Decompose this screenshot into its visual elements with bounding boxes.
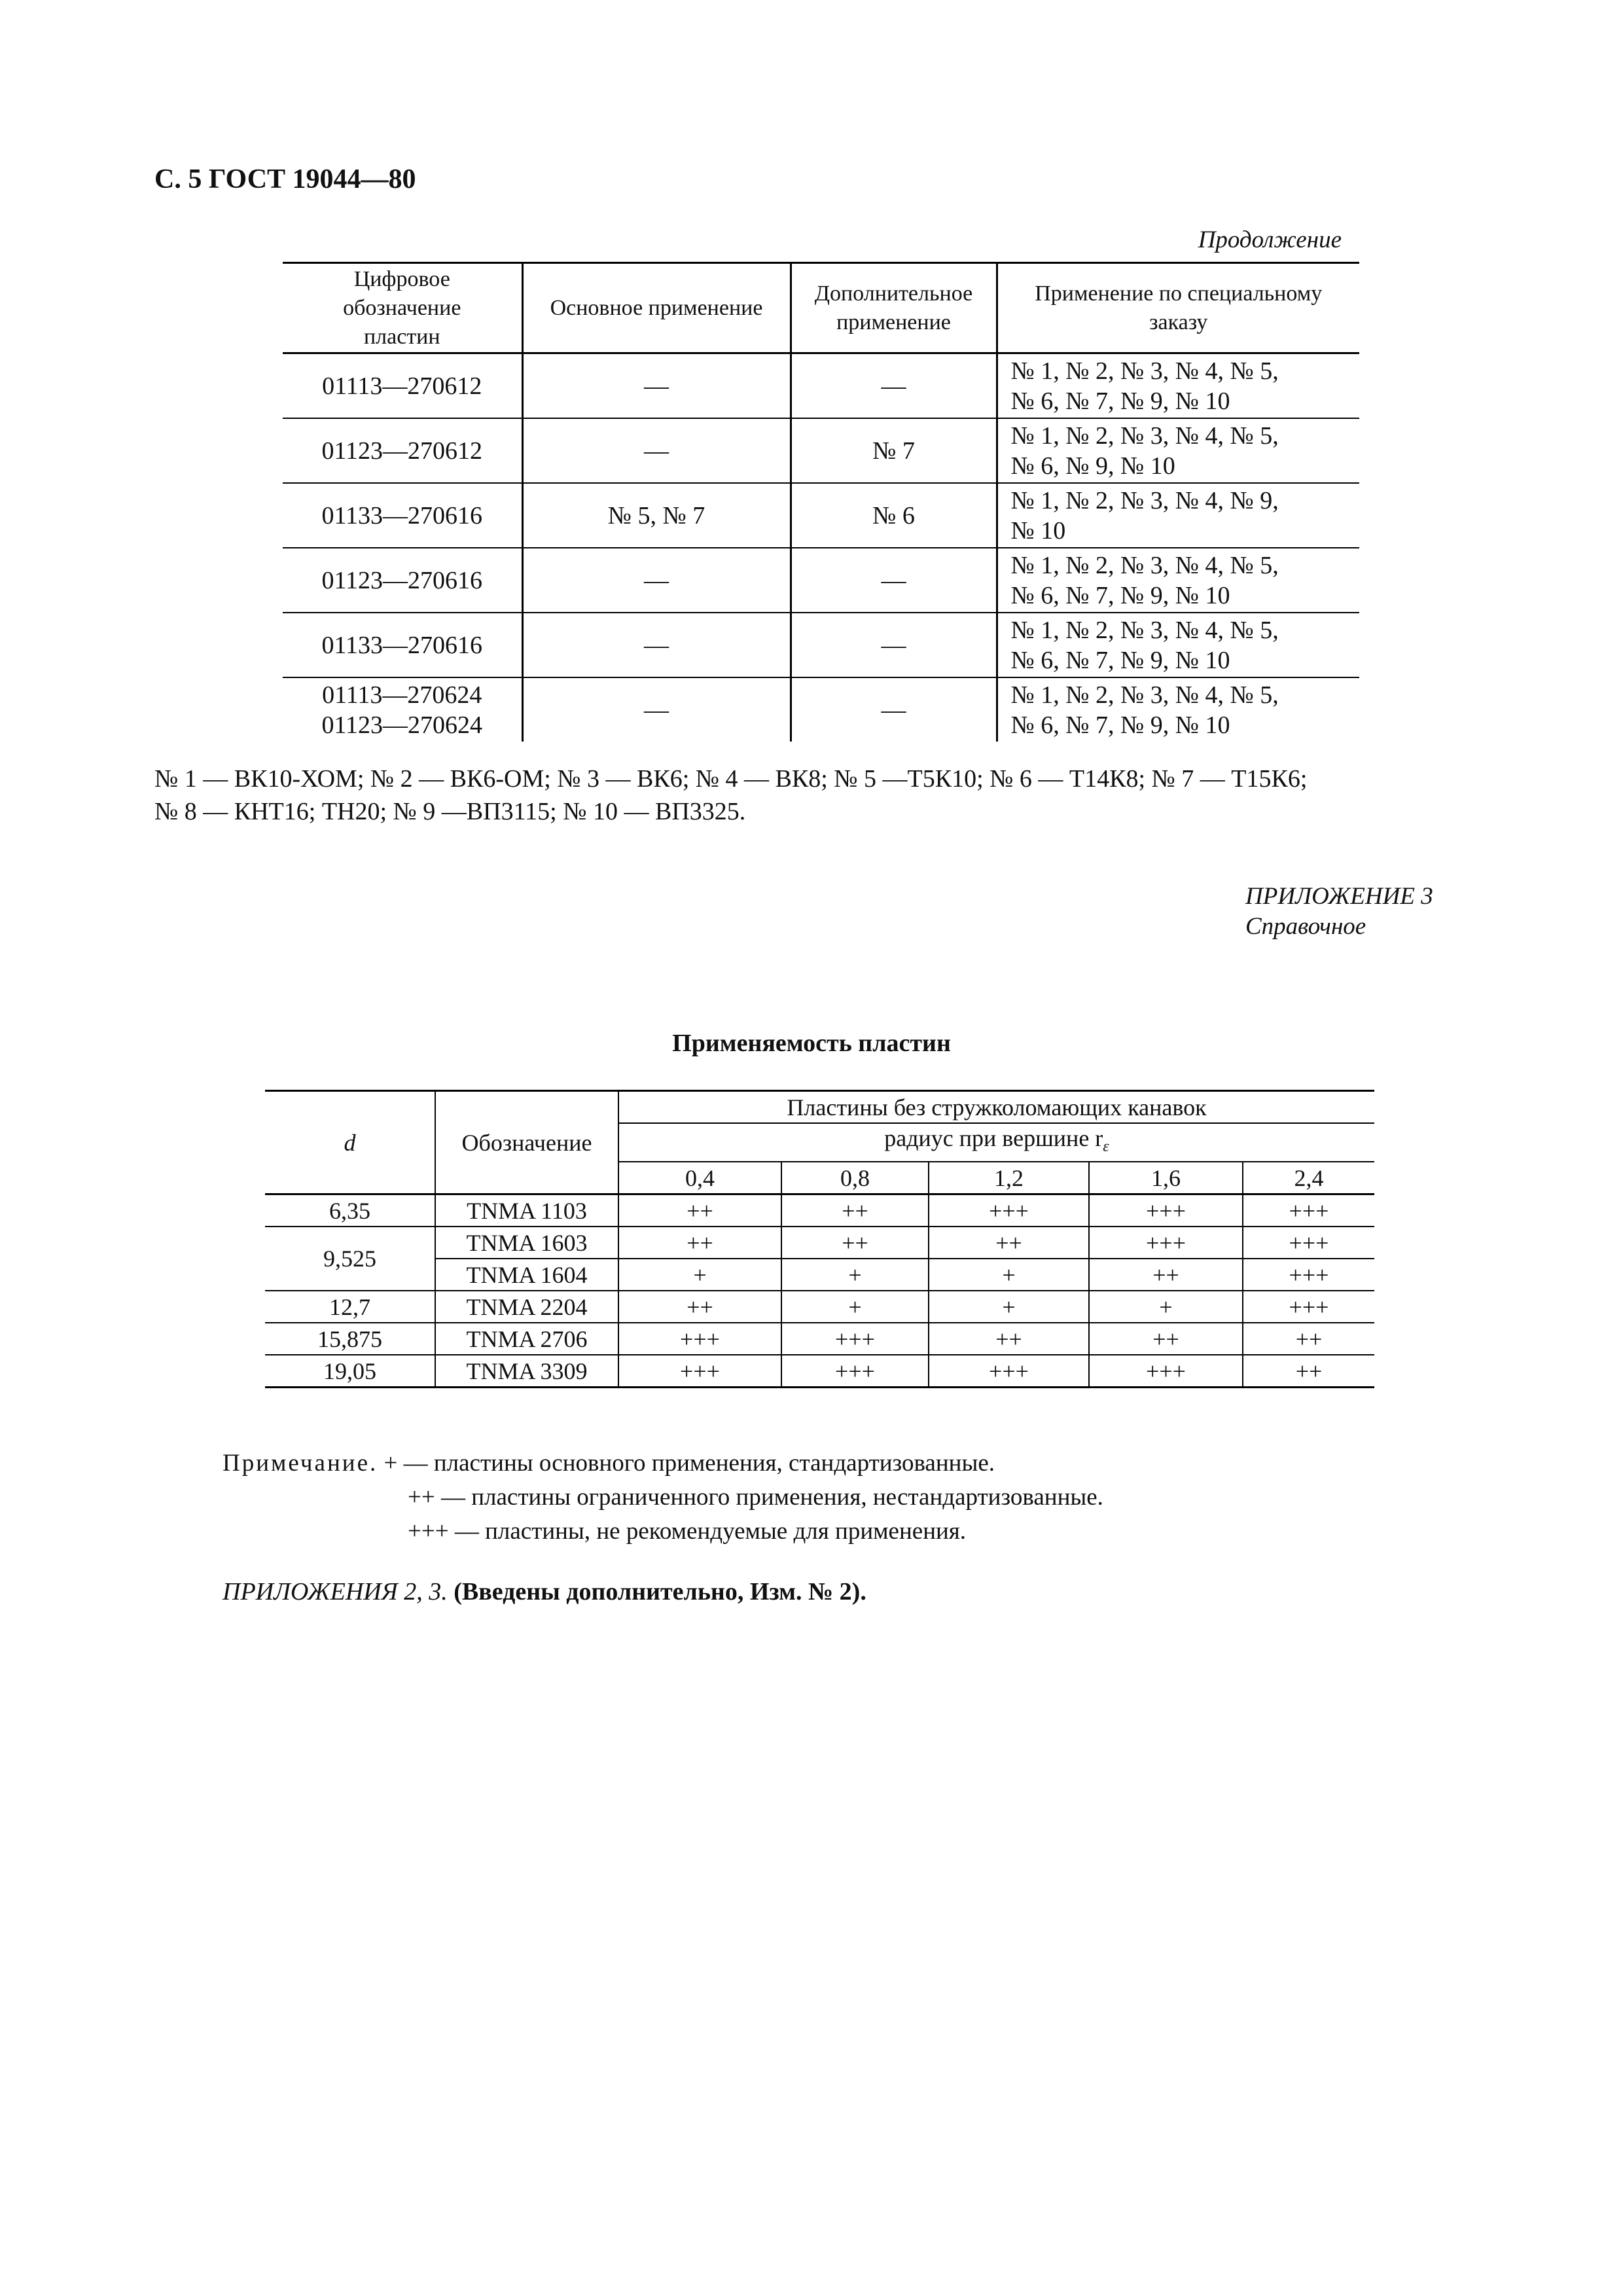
special-line: № 1, № 2, № 3, № 4, № 5, <box>1010 357 1279 385</box>
special-line: № 1, № 2, № 3, № 4, № 5, <box>1010 422 1279 450</box>
header-main: Основное применение <box>522 263 791 353</box>
note-line: ++ — пластины ограниченного применения, нестандартизованные. <box>408 1484 1103 1511</box>
table-row <box>283 418 1359 483</box>
note-block <box>223 1446 1103 1549</box>
designation-cell: TNMA 3309 <box>435 1355 618 1388</box>
table-row <box>265 1291 1374 1323</box>
value-cell: + <box>781 1291 929 1323</box>
table-row <box>283 613 1359 677</box>
legend-line: № 8 — КНТ16; ТН20; № 9 —ВП3115; № 10 — ВП3325. <box>154 798 746 825</box>
code-cell <box>283 677 522 742</box>
special-cell <box>997 418 1359 483</box>
code-cell: 01133—270616 <box>283 483 522 548</box>
special-line: № 6, № 7, № 9, № 10 <box>1010 646 1230 674</box>
radius-value: 1,2 <box>929 1162 1089 1194</box>
main-cell: — <box>522 613 791 677</box>
designation-cell: TNMA 2204 <box>435 1291 618 1323</box>
d-cell: 6,35 <box>265 1194 435 1227</box>
table-row <box>265 1323 1374 1355</box>
extra-cell: — <box>791 548 997 613</box>
value-cell: +++ <box>781 1323 929 1355</box>
special-cell <box>997 613 1359 677</box>
value-cell: +++ <box>1089 1355 1243 1388</box>
value-cell: ++ <box>1089 1323 1243 1355</box>
main-cell: — <box>522 353 791 419</box>
appendix-type: Справочное <box>1245 913 1366 940</box>
table-row <box>283 548 1359 613</box>
table-row <box>265 1355 1374 1388</box>
value-cell: +++ <box>618 1355 781 1388</box>
inserts-application-table <box>283 262 1359 742</box>
designation-cell: TNMA 1604 <box>435 1259 618 1291</box>
designation-cell: TNMA 1603 <box>435 1227 618 1259</box>
main-cell: — <box>522 418 791 483</box>
value-cell: ++ <box>1243 1355 1374 1388</box>
code-cell: 01123—270616 <box>283 548 522 613</box>
table-row <box>283 353 1359 419</box>
value-cell: ++ <box>781 1194 929 1227</box>
radius-subscript: ε <box>1103 1138 1109 1156</box>
main-cell: — <box>522 548 791 613</box>
d-cell: 9,525 <box>265 1227 435 1291</box>
code-line: 01123—270624 <box>321 711 483 739</box>
special-line: № 1, № 2, № 3, № 4, № 9, <box>1010 486 1279 514</box>
extra-cell: № 7 <box>791 418 997 483</box>
continuation-label: Продолжение <box>1198 226 1342 253</box>
special-cell <box>997 353 1359 419</box>
special-cell <box>997 548 1359 613</box>
radius-value: 1,6 <box>1089 1162 1243 1194</box>
value-cell: +++ <box>1243 1227 1374 1259</box>
value-cell: ++ <box>1243 1323 1374 1355</box>
radius-value: 2,4 <box>1243 1162 1374 1194</box>
value-cell: +++ <box>1243 1291 1374 1323</box>
note-line: +++ — пластины, не рекомендуемые для применения. <box>408 1518 967 1545</box>
extra-cell: № 6 <box>791 483 997 548</box>
extra-cell: — <box>791 353 997 419</box>
designation-cell: TNMA 2706 <box>435 1323 618 1355</box>
special-line: № 10 <box>1010 516 1066 545</box>
header-d: d <box>265 1091 435 1194</box>
table-header-row <box>265 1091 1374 1124</box>
d-cell: 12,7 <box>265 1291 435 1323</box>
special-cell <box>997 483 1359 548</box>
extra-cell: — <box>791 613 997 677</box>
special-cell <box>997 677 1359 742</box>
code-cell: 01113—270612 <box>283 353 522 419</box>
table-row <box>283 677 1359 742</box>
radius-label: радиус при вершине r <box>884 1125 1103 1151</box>
value-cell: + <box>1089 1291 1243 1323</box>
value-cell: ++ <box>1089 1259 1243 1291</box>
value-cell: + <box>929 1259 1089 1291</box>
special-line: № 1, № 2, № 3, № 4, № 5, <box>1010 616 1279 644</box>
value-cell: +++ <box>1243 1259 1374 1291</box>
table-header-row <box>283 263 1359 353</box>
note-line <box>223 1446 1103 1480</box>
value-cell: +++ <box>929 1355 1089 1388</box>
special-line: № 6, № 7, № 9, № 10 <box>1010 387 1230 415</box>
value-cell: ++ <box>618 1227 781 1259</box>
appendix-number: ПРИЛОЖЕНИЕ 3 <box>1245 883 1433 910</box>
value-cell: +++ <box>1243 1194 1374 1227</box>
designation-cell: TNMA 1103 <box>435 1194 618 1227</box>
radius-value: 0,4 <box>618 1162 781 1194</box>
extra-cell: — <box>791 677 997 742</box>
d-cell: 19,05 <box>265 1355 435 1388</box>
grades-legend <box>154 762 1483 828</box>
value-cell: +++ <box>781 1355 929 1388</box>
value-cell: ++ <box>618 1194 781 1227</box>
header-code: Цифровое обозначение пластин <box>283 263 522 353</box>
special-line: № 6, № 9, № 10 <box>1010 452 1175 480</box>
page-header: С. 5 ГОСТ 19044—80 <box>154 164 416 194</box>
special-line: № 6, № 7, № 9, № 10 <box>1010 581 1230 609</box>
d-cell: 15,875 <box>265 1323 435 1355</box>
header-extra: Дополнительное применение <box>791 263 997 353</box>
code-cell: 01133—270616 <box>283 613 522 677</box>
value-cell: + <box>618 1259 781 1291</box>
special-line: № 1, № 2, № 3, № 4, № 5, <box>1010 681 1279 709</box>
value-cell: ++ <box>781 1227 929 1259</box>
main-cell: — <box>522 677 791 742</box>
header-group: Пластины без стружколомающих канавок <box>618 1091 1374 1124</box>
value-cell: + <box>781 1259 929 1291</box>
value-cell: ++ <box>929 1323 1089 1355</box>
appendix-title: Применяемость пластин <box>672 1030 951 1057</box>
applicability-table <box>265 1090 1374 1388</box>
footer-appendices: ПРИЛОЖЕНИЯ 2, 3. <box>223 1578 448 1605</box>
amendment-footer <box>223 1577 866 1606</box>
code-line: 01113—270624 <box>322 681 482 709</box>
note-text: + — пластины основного применения, стандартизованные. <box>378 1450 995 1477</box>
note-label: Примечание. <box>223 1450 378 1477</box>
code-cell: 01123—270612 <box>283 418 522 483</box>
table-row <box>265 1194 1374 1227</box>
header-special: Применение по специальному заказу <box>997 263 1359 353</box>
value-cell: +++ <box>1089 1194 1243 1227</box>
special-line: № 1, № 2, № 3, № 4, № 5, <box>1010 551 1279 579</box>
footer-amendment: (Введены дополнительно, Изм. № 2). <box>454 1578 866 1605</box>
legend-line: № 1 — ВК10-ХОМ; № 2 — ВК6-ОМ; № 3 — ВК6; № 4 — ВК8; № 5 —Т5К10; № 6 — Т14К8; № 7 — Т15К6; <box>154 765 1308 793</box>
main-cell: № 5, № 7 <box>522 483 791 548</box>
value-cell: +++ <box>929 1194 1089 1227</box>
header-radius <box>618 1123 1374 1162</box>
appendix-label <box>1245 882 1433 942</box>
value-cell: ++ <box>929 1227 1089 1259</box>
value-cell: +++ <box>1089 1227 1243 1259</box>
table-row <box>283 483 1359 548</box>
table-row <box>265 1227 1374 1259</box>
radius-value: 0,8 <box>781 1162 929 1194</box>
value-cell: ++ <box>618 1291 781 1323</box>
special-line: № 6, № 7, № 9, № 10 <box>1010 711 1230 739</box>
value-cell: + <box>929 1291 1089 1323</box>
header-designation: Обозначение <box>435 1091 618 1194</box>
value-cell: +++ <box>618 1323 781 1355</box>
